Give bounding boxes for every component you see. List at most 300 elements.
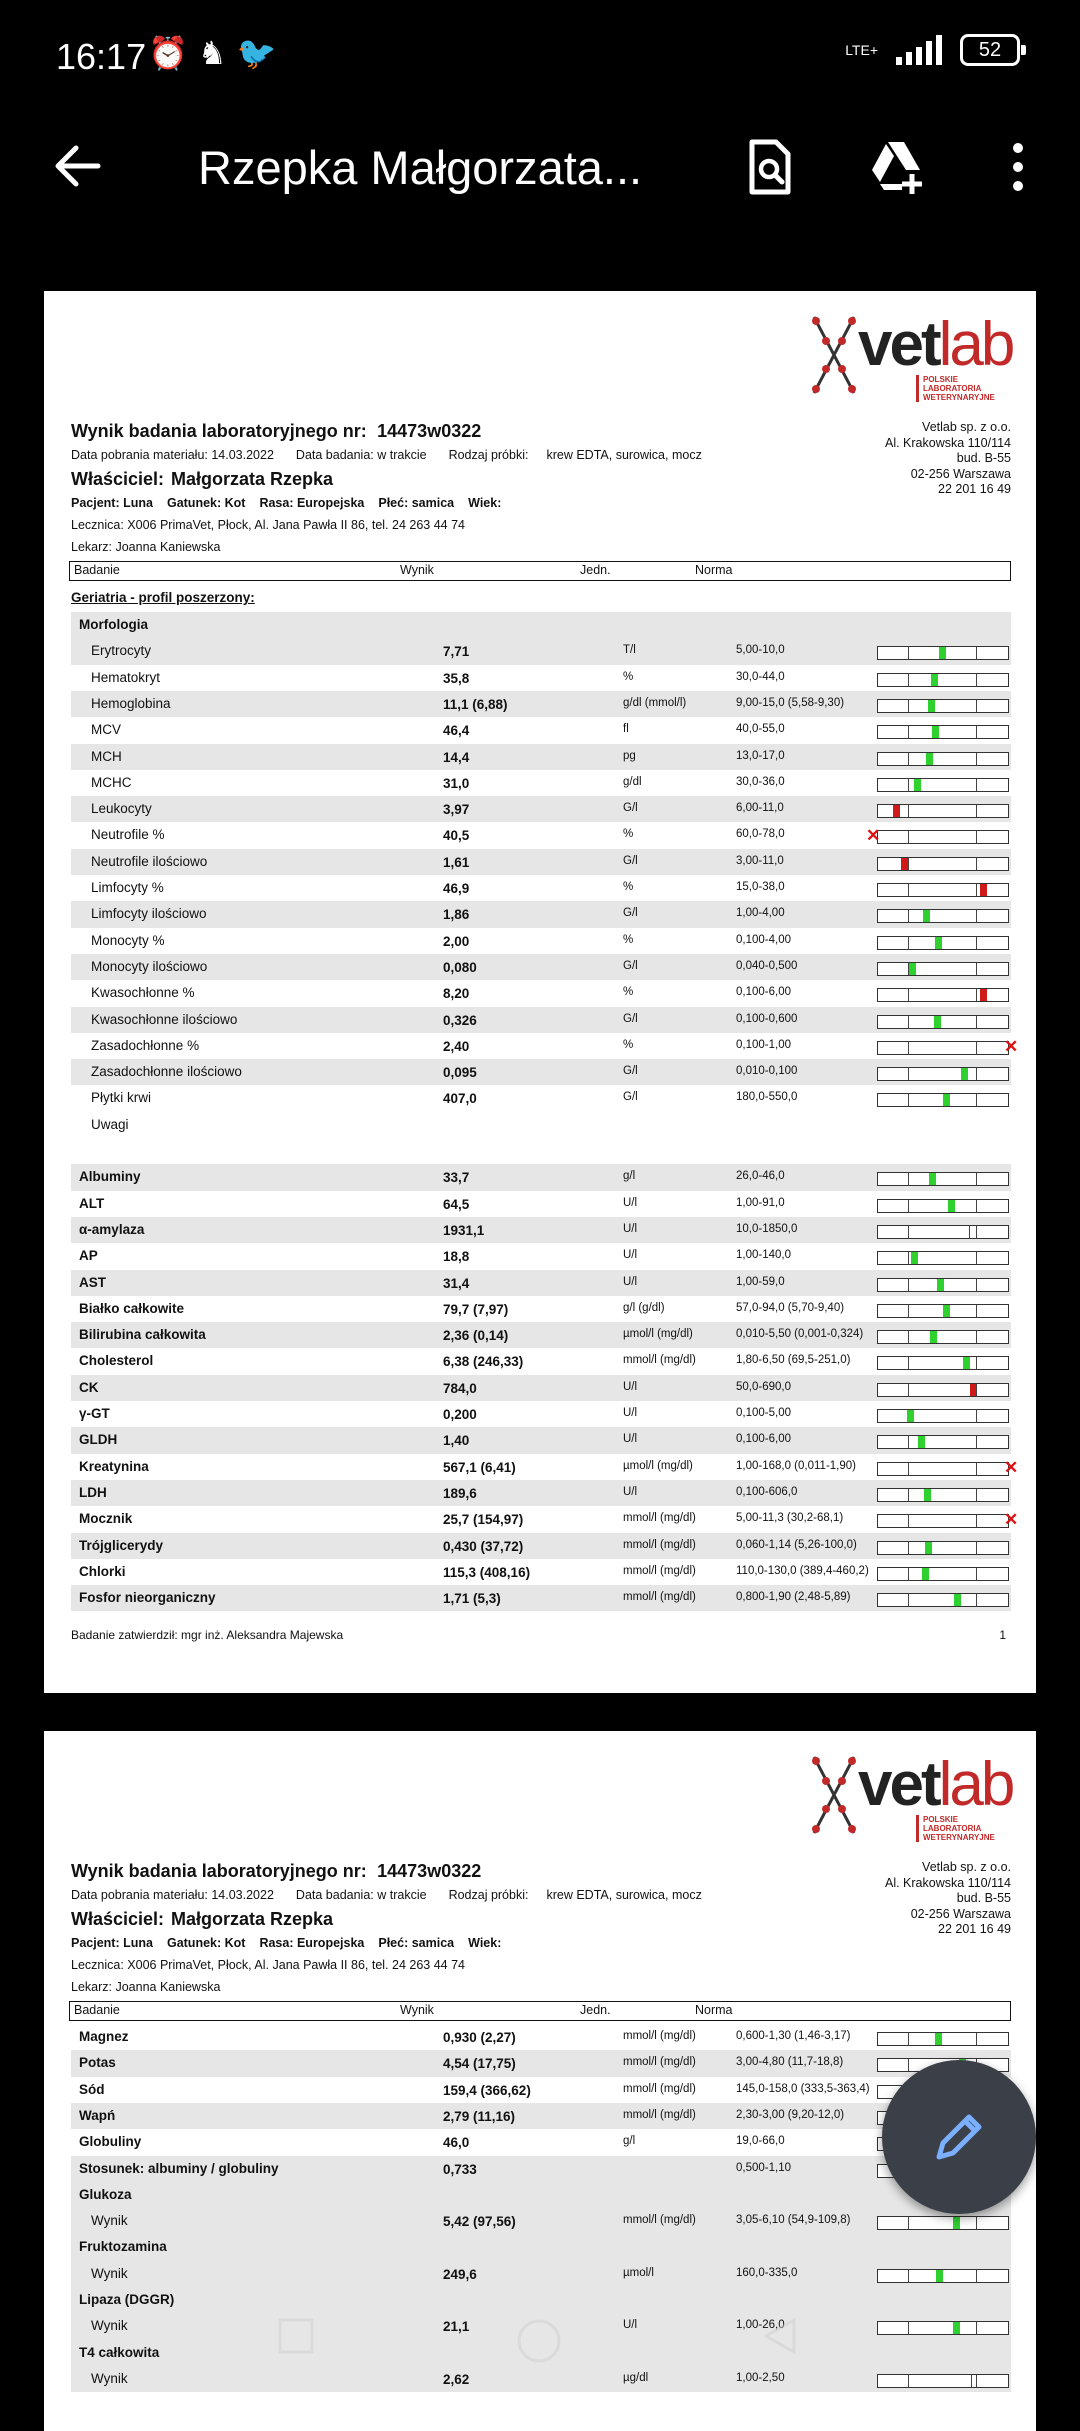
- table-row: [71, 2208, 1011, 2234]
- result-marker: [980, 884, 987, 896]
- result-marker: [931, 674, 938, 686]
- test-norm: 3,05-6,10 (54,9-109,8): [736, 2214, 851, 2227]
- range-bar: [877, 1409, 1009, 1423]
- test-result: 21,1: [443, 2319, 470, 2335]
- table-row: [71, 1322, 1011, 1348]
- test-norm: 13,0-17,0: [736, 749, 785, 762]
- report-meta: Data pobrania materiału: 14.03.2022 Data badania: w trakcie Rodzaj próbki: krew EDTA, surowica, mocz: [71, 448, 702, 462]
- test-unit: mmol/l (mg/dl): [623, 1538, 696, 1551]
- range-bar: [877, 2216, 1009, 2230]
- doctor: Lekarz: Joanna Kaniewska: [71, 540, 221, 554]
- group-row: [71, 2234, 1011, 2260]
- vetlab-logo: [806, 309, 1014, 402]
- doctor: Lekarz: Joanna Kaniewska: [71, 1980, 221, 1994]
- test-unit: mmol/l (mg/dl): [623, 2214, 696, 2227]
- test-unit: pg: [623, 749, 636, 762]
- test-name: MCH: [91, 748, 122, 764]
- overflow-menu-icon[interactable]: [990, 136, 1046, 198]
- section-title: Geriatria - profil poszerzony:: [71, 590, 255, 605]
- table-row: [71, 1033, 1019, 1059]
- out-of-range-icon: ✕: [1004, 1510, 1019, 1530]
- group-row: [71, 612, 1011, 638]
- result-marker: [943, 1094, 950, 1106]
- test-result: 14,4: [443, 749, 470, 765]
- system-indicators: [845, 34, 1020, 66]
- result-marker: [932, 726, 939, 738]
- test-name: Erytrocyty: [91, 643, 152, 659]
- test-result: 79,7 (7,97): [443, 1301, 509, 1317]
- result-marker: [948, 1200, 955, 1212]
- test-norm: 0,100-5,00: [736, 1407, 791, 1419]
- test-unit: mmol/l (mg/dl): [623, 2056, 696, 2069]
- table-row: [71, 1454, 1019, 1480]
- test-unit: g/dl: [623, 775, 642, 788]
- company-address: Vetlab sp. z o.o. Al. Krakowska 110/114 bud. B-55 02-256 Warszawa 22 201 16 49: [885, 1860, 1011, 1936]
- table-row: [71, 1506, 1019, 1532]
- test-norm: 0,100-1,00: [736, 1038, 791, 1051]
- range-bar: [877, 936, 1009, 950]
- out-of-range-icon: ✕: [1004, 1457, 1019, 1477]
- test-unit: mmol/l (mg/dl): [623, 2082, 696, 2095]
- test-norm: 5,00-10,0: [736, 644, 785, 657]
- range-bar: [877, 1251, 1009, 1265]
- test-norm: 0,010-0,100: [736, 1065, 798, 1078]
- network-type: LTE+: [845, 41, 878, 58]
- owner: Właściciel: Małgorzata Rzepka: [71, 469, 334, 489]
- range-bar: [877, 1488, 1009, 1502]
- test-name: γ-GT: [79, 1406, 110, 1421]
- test-unit: U/l: [623, 2319, 638, 2332]
- test-unit: g/l (g/dl): [623, 1301, 665, 1314]
- range-bar: [877, 2374, 1009, 2388]
- result-marker: [935, 2033, 942, 2045]
- table-row: [71, 1217, 1011, 1243]
- group-name: T4 całkowita: [79, 2344, 160, 2360]
- range-bar: [877, 646, 1009, 660]
- back-nav-icon[interactable]: [762, 2318, 798, 2354]
- test-norm: 30,0-44,0: [736, 670, 785, 683]
- test-name: Potas: [79, 2055, 116, 2071]
- company-address: Vetlab sp. z o.o. Al. Krakowska 110/114 bud. B-55 02-256 Warszawa 22 201 16 49: [885, 420, 1011, 496]
- test-unit: g/l: [623, 2135, 636, 2148]
- range-bar: [877, 1510, 1019, 1530]
- result-marker: [911, 1252, 918, 1264]
- google-drive-add-icon[interactable]: [866, 136, 928, 198]
- signal-icon: [896, 35, 942, 65]
- table-row: [71, 980, 1011, 1006]
- test-result: 8,20: [443, 986, 470, 1002]
- edit-fab-button[interactable]: [882, 2060, 1036, 2214]
- test-norm: 6,00-11,0: [736, 802, 784, 815]
- range-bar: [877, 1225, 1009, 1239]
- test-result: 18,8: [443, 1249, 470, 1265]
- test-norm: 1,00-59,0: [736, 1275, 785, 1288]
- test-norm: 1,80-6,50 (69,5-251,0): [736, 1354, 851, 1367]
- test-norm: 1,00-140,0: [736, 1249, 791, 1262]
- result-marker: [929, 1173, 936, 1185]
- range-bar: [877, 2321, 1009, 2335]
- test-unit: U/l: [623, 1275, 638, 1288]
- table-row: [71, 665, 1011, 691]
- range-bar: [877, 1304, 1009, 1318]
- app-notification-icon: ♞: [197, 35, 237, 71]
- test-unit: G/l: [623, 802, 638, 815]
- range-bar: [877, 1199, 1009, 1213]
- test-name: α-amylaza: [79, 1221, 145, 1237]
- test-result: 31,0: [443, 775, 470, 791]
- test-name: Neutrofile %: [91, 827, 165, 843]
- result-marker: [953, 2322, 960, 2334]
- test-norm: 15,0-38,0: [736, 881, 785, 893]
- test-name: LDH: [79, 1484, 107, 1500]
- result-marker: [893, 805, 900, 817]
- test-norm: 50,0-690,0: [736, 1380, 791, 1393]
- test-norm: 1,00-4,00: [736, 907, 785, 920]
- test-name: Białko całkowite: [79, 1300, 185, 1316]
- range-bar: [877, 1593, 1009, 1607]
- test-unit: %: [623, 828, 634, 841]
- table-row: [71, 2156, 1011, 2182]
- table-row: [71, 1296, 1011, 1322]
- range-bar: [877, 857, 1009, 871]
- test-name: Leukocyty: [91, 801, 152, 817]
- table-row: [71, 2261, 1011, 2287]
- out-of-range-icon: ✕: [1004, 1036, 1019, 1056]
- result-marker: [930, 1331, 937, 1343]
- test-result: 11,1 (6,88): [443, 696, 508, 712]
- test-unit: G/l: [623, 959, 638, 972]
- test-result: 0,095: [443, 1065, 477, 1081]
- test-name: Monocyty %: [91, 932, 165, 948]
- range-bar: [877, 1541, 1009, 1555]
- range-bar: [877, 804, 1009, 818]
- notes-row: [71, 1112, 1011, 1138]
- search-document-icon[interactable]: [738, 136, 800, 198]
- table-row: [71, 822, 1011, 848]
- test-name: Kreatynina: [79, 1458, 149, 1474]
- test-norm: 19,0-66,0: [736, 2135, 785, 2148]
- test-result: 2,00: [443, 933, 470, 949]
- document-page-1: [44, 291, 1036, 1693]
- test-result: 115,3 (408,16): [443, 1564, 531, 1580]
- table-header: Badanie Wynik Jedn. Norma: [69, 2001, 1011, 2021]
- test-norm: 160,0-335,0: [736, 2266, 798, 2279]
- test-result: 1931,1: [443, 1222, 485, 1238]
- result-marker: [909, 963, 916, 975]
- test-unit: U/l: [623, 1380, 638, 1393]
- result-marker: [936, 2270, 943, 2282]
- recent-apps-icon[interactable]: [278, 2318, 314, 2354]
- table-row: [71, 744, 1011, 770]
- test-norm: 180,0-550,0: [736, 1091, 798, 1104]
- test-unit: G/l: [623, 1065, 638, 1078]
- test-unit: mmol/l (mg/dl): [623, 1512, 696, 1525]
- table-row: [71, 1007, 1011, 1033]
- test-result: 3,97: [443, 802, 470, 818]
- table-row: [71, 1533, 1011, 1559]
- logo-text: vetlab: [858, 310, 1013, 379]
- table-row: [71, 901, 1011, 927]
- range-bar: [877, 1067, 1009, 1081]
- test-unit: G/l: [623, 1091, 638, 1104]
- test-unit: mmol/l (mg/dl): [623, 2108, 696, 2121]
- test-name: Wynik: [91, 2265, 128, 2281]
- table-row: [71, 954, 1011, 980]
- test-unit: %: [623, 933, 634, 946]
- test-name: Trójglicerydy: [79, 1537, 164, 1553]
- battery-icon: 52: [960, 34, 1020, 66]
- test-name: AST: [79, 1274, 106, 1290]
- app-bar: [0, 118, 1080, 218]
- test-unit: g/l: [623, 1170, 636, 1183]
- owner: Właściciel: Małgorzata Rzepka: [71, 1909, 334, 1929]
- table-row: [71, 928, 1011, 954]
- table-row: [71, 849, 1011, 875]
- range-bar: [877, 1278, 1009, 1292]
- test-norm: 0,100-606,0: [736, 1485, 798, 1498]
- test-unit: %: [623, 1038, 634, 1051]
- test-norm: 110,0-130,0 (389,4-460,2): [736, 1564, 869, 1577]
- patient-info: Pacjent: Luna Gatunek: Kot Rasa: Europejska Płeć: samica Wiek:: [71, 1936, 502, 1950]
- table-row: [71, 1348, 1011, 1374]
- test-norm: 0,100-4,00: [736, 933, 791, 946]
- test-name: Kwasochłonne ilościowo: [91, 1011, 238, 1027]
- result-marker: [926, 753, 933, 765]
- result-marker: [934, 1016, 941, 1028]
- test-norm: 1,00-26,0: [736, 2319, 785, 2332]
- result-marker: [953, 2217, 960, 2229]
- vetlab-logo: [806, 1749, 1014, 1842]
- table-row: [71, 1585, 1011, 1611]
- patient-info: Pacjent: Luna Gatunek: Kot Rasa: Europejska Płeć: samica Wiek:: [71, 496, 502, 510]
- clock: 16:17: [56, 36, 147, 77]
- test-result: 407,0: [443, 1091, 477, 1107]
- document-title: Rzepka Małgorzata...: [198, 141, 643, 194]
- table-row: [71, 1480, 1011, 1506]
- table-row: [71, 770, 1011, 796]
- test-unit: U/l: [623, 1196, 638, 1209]
- table-row: [71, 691, 1011, 717]
- test-unit: µmol/l (mg/dl): [623, 1328, 693, 1341]
- table-row: [71, 2103, 1011, 2129]
- report-meta: Data pobrania materiału: 14.03.2022 Data badania: w trakcie Rodzaj próbki: krew EDTA, surowica, mocz: [71, 1888, 702, 1902]
- result-marker: [943, 1305, 950, 1317]
- group-name: Fruktozamina: [79, 2239, 167, 2255]
- table-row: [71, 717, 1011, 743]
- test-name: Wynik: [91, 2213, 128, 2229]
- test-norm: 0,500-1,10: [736, 2161, 791, 2174]
- table-row: [71, 796, 1011, 822]
- test-result: 2,40: [443, 1038, 470, 1054]
- status-bar: [0, 0, 1080, 118]
- test-result: 40,5: [443, 828, 470, 844]
- range-bar: [877, 1093, 1009, 1107]
- test-norm: 0,060-1,14 (5,26-100,0): [736, 1538, 857, 1551]
- test-result: 64,5: [443, 1196, 470, 1212]
- test-result: 1,86: [443, 907, 470, 923]
- page-number: 1: [999, 1628, 1006, 1642]
- test-norm: 3,00-4,80 (11,7-18,8): [736, 2056, 844, 2069]
- test-result: 35,8: [443, 670, 470, 686]
- twitter-icon: 🐦: [236, 35, 287, 71]
- range-bar: [877, 909, 1009, 923]
- test-norm: 0,010-5,50 (0,001-0,324): [736, 1328, 864, 1341]
- table-row: [71, 2129, 1011, 2155]
- group-name: Lipaza (DGGR): [79, 2292, 175, 2307]
- dna-logo-icon: [806, 1755, 864, 1835]
- table-row: [71, 1401, 1011, 1427]
- logo-subtitle: POLSKIE LABORATORIA WETERYNARYJNE: [916, 375, 1014, 402]
- test-result: 189,6: [443, 1485, 477, 1501]
- range-bar: [877, 699, 1009, 713]
- test-norm: 1,00-168,0 (0,011-1,90): [736, 1459, 856, 1472]
- test-name: Wapń: [79, 2107, 116, 2123]
- range-bar: [877, 1383, 1009, 1397]
- test-name: Limfocyty %: [91, 880, 164, 895]
- test-unit: mmol/l (mg/dl): [623, 1591, 696, 1604]
- range-bar: [877, 1330, 1009, 1344]
- range-bar: [877, 988, 1009, 1002]
- result-marker: [963, 1357, 970, 1369]
- range-bar: [877, 778, 1009, 792]
- clinic: Lecznica: X006 PrimaVet, Płock, Al. Jana Pawła II 86, tel. 24 263 44 74: [71, 1958, 465, 1972]
- table-row: [71, 1191, 1011, 1217]
- test-norm: 60,0-78,0: [736, 828, 785, 841]
- test-norm: 5,00-11,3 (30,2-68,1): [736, 1512, 844, 1525]
- result-marker: [969, 1226, 970, 1238]
- test-unit: µmol/l: [623, 2266, 654, 2279]
- group-row: [71, 2287, 1011, 2313]
- test-name: Hematokryt: [91, 669, 161, 685]
- test-result: 6,38 (246,33): [443, 1354, 524, 1370]
- test-name: Globuliny: [79, 2134, 142, 2150]
- test-name: MCV: [91, 722, 121, 738]
- approval: Badanie zatwierdził: mgr inż. Aleksandra Majewska: [71, 1628, 344, 1642]
- test-norm: 2,30-3,00 (9,20-12,0): [736, 2108, 845, 2121]
- test-norm: 40,0-55,0: [736, 723, 785, 736]
- test-result: 4,54 (17,75): [443, 2056, 516, 2072]
- group-name: Glukoza: [79, 2186, 132, 2202]
- table-row: [71, 638, 1011, 664]
- range-bar: [877, 1172, 1009, 1186]
- test-unit: mmol/l (mg/dl): [623, 2030, 696, 2042]
- test-result: 25,7 (154,97): [443, 1512, 524, 1528]
- test-result: 1,40: [443, 1433, 470, 1449]
- table-row: [71, 1164, 1011, 1190]
- result-marker: [925, 1542, 932, 1554]
- test-result: 249,6: [443, 2266, 477, 2282]
- test-result: 46,9: [443, 881, 470, 896]
- test-result: 0,326: [443, 1012, 477, 1028]
- test-unit: U/l: [623, 1249, 638, 1262]
- test-result: 1,71 (5,3): [443, 1591, 501, 1607]
- test-norm: 0,600-1,30 (1,46-3,17): [736, 2030, 851, 2042]
- test-name: Stosunek: albuminy / globuliny: [79, 2160, 279, 2176]
- test-name: Magnez: [79, 2029, 129, 2044]
- range-bar: [877, 673, 1009, 687]
- test-result: 46,0: [443, 2135, 470, 2151]
- test-unit: T/l: [623, 644, 636, 657]
- test-result: 2,79 (11,16): [443, 2108, 516, 2124]
- test-unit: fl: [623, 723, 629, 736]
- back-arrow-icon[interactable]: [48, 136, 108, 196]
- table-row: [71, 875, 1011, 901]
- test-name: Zasadochłonne %: [91, 1037, 200, 1053]
- result-marker: [980, 989, 987, 1001]
- test-name: Hemoglobina: [91, 695, 171, 711]
- test-name: Bilirubina całkowita: [79, 1327, 206, 1343]
- table-row: [71, 1559, 1011, 1585]
- range-bar: [877, 883, 1009, 897]
- table-row: [71, 2050, 1011, 2076]
- test-norm: 1,00-91,0: [736, 1196, 785, 1209]
- table-row: [71, 1375, 1011, 1401]
- test-norm: 0,100-0,600: [736, 1012, 798, 1025]
- result-marker: [935, 937, 942, 949]
- test-unit: µg/dl: [623, 2371, 649, 2384]
- test-name: Albuminy: [79, 1169, 141, 1185]
- test-name: GLDH: [79, 1432, 118, 1448]
- range-bar: [877, 1457, 1019, 1477]
- test-norm: 30,0-36,0: [736, 775, 785, 788]
- range-bar: [877, 1015, 1009, 1029]
- range-bar: [877, 2269, 1009, 2283]
- report-title: Wynik badania laboratoryjnego nr: 14473w0322: [71, 1861, 482, 1881]
- result-marker: [924, 1489, 931, 1501]
- test-result: 784,0: [443, 1380, 477, 1396]
- test-name: Chlorki: [79, 1563, 126, 1579]
- test-result: 33,7: [443, 1170, 470, 1186]
- test-result: 0,930 (2,27): [443, 2030, 516, 2045]
- test-name: ALT: [79, 1195, 105, 1211]
- test-unit: G/l: [623, 907, 638, 920]
- range-bar: [877, 1567, 1009, 1581]
- range-bar: [877, 1435, 1009, 1449]
- test-name: Neutrofile ilościowo: [91, 853, 208, 869]
- test-norm: 0,800-1,90 (2,48-5,89): [736, 1591, 851, 1604]
- result-marker: [922, 1568, 929, 1580]
- test-unit: g/dl (mmol/l): [623, 696, 687, 709]
- table-row: [71, 1085, 1011, 1111]
- test-norm: 57,0-94,0 (5,70-9,40): [736, 1301, 845, 1314]
- test-name: Limfocyty ilościowo: [91, 906, 207, 922]
- test-norm: 0,100-6,00: [736, 986, 791, 999]
- test-name: Sód: [79, 2081, 105, 2097]
- test-name: Wynik: [91, 2370, 128, 2386]
- test-norm: 0,100-6,00: [736, 1433, 791, 1446]
- result-marker: [939, 647, 946, 659]
- test-name: Fosfor nieorganiczny: [79, 1590, 216, 1606]
- test-name: Monocyty ilościowo: [91, 958, 208, 974]
- result-marker: [928, 700, 935, 712]
- test-norm: 10,0-1850,0: [736, 1222, 798, 1235]
- test-norm: 9,00-15,0 (5,58-9,30): [736, 696, 845, 709]
- test-result: 159,4 (366,62): [443, 2082, 531, 2098]
- result-marker: [918, 1436, 925, 1448]
- result-marker: [937, 1279, 944, 1291]
- range-bar: [877, 962, 1009, 976]
- range-bar: [877, 1036, 1019, 1056]
- test-name: Cholesterol: [79, 1353, 154, 1369]
- range-bar: [877, 2032, 1009, 2046]
- test-result: 31,4: [443, 1275, 470, 1291]
- home-icon[interactable]: [516, 2318, 562, 2364]
- test-name: AP: [79, 1248, 98, 1264]
- range-bar: [877, 725, 1009, 739]
- report-title: Wynik badania laboratoryjnego nr: 14473w0322: [71, 421, 482, 441]
- group-row: [71, 2182, 1011, 2208]
- table-row: [71, 1427, 1011, 1453]
